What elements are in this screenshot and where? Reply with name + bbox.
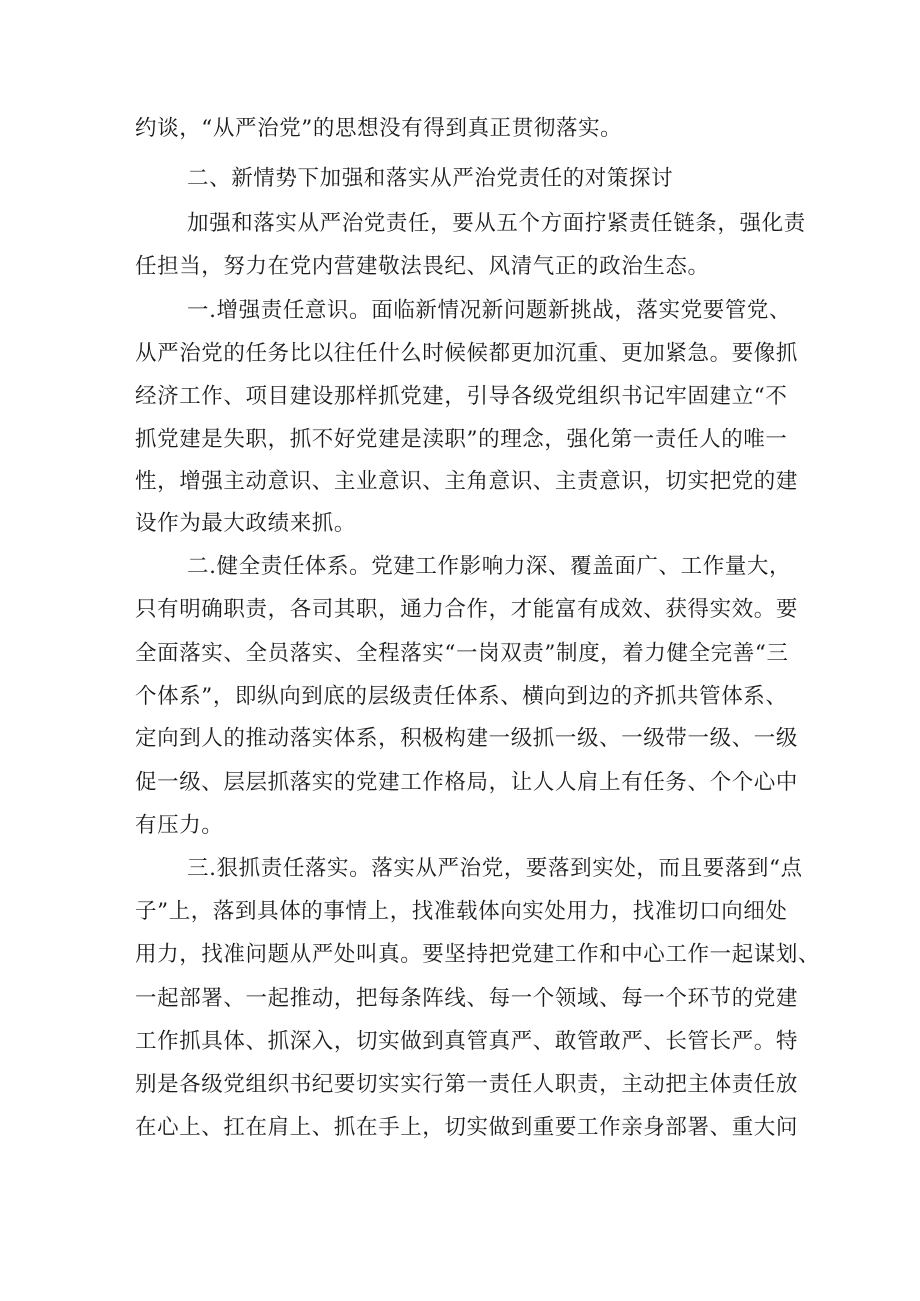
text-line: 别是各级党组织书纪要切实实行第一责任人职责，主动把主体责任放	[135, 1072, 799, 1097]
text-line: 在心上、扛在肩上、抓在手上，切实做到重要工作亲身部署、重大问	[135, 1115, 799, 1140]
text-line: 任担当，努力在党内营建敬法畏纪、风清气正的政治生态。	[135, 254, 710, 279]
text-line: 抓党建是失职，抓不好党建是渎职”的理念，强化第一责任人的唯一	[135, 427, 788, 452]
text-line: 一.增强责任意识。面临新情况新问题新挑战，落实党要管党、	[187, 298, 792, 323]
section-heading: 二、新情势下加强和落实从严治党责任的对策探讨	[187, 166, 674, 191]
text-line: 性，增强主动意识、主业意识、主角意识、主责意识，切实把党的建	[135, 469, 799, 494]
text-line: 子”上，落到具体的事情上，找准载体向实处用力，找准切口向细处	[135, 899, 788, 924]
text-line: 约谈，“从严治党”的思想没有得到真正贯彻落实。	[135, 116, 623, 141]
text-line: 经济工作、项目建设那样抓党建，引导各级党组织书记牢固建立“不	[135, 384, 788, 409]
text-line: 加强和落实从严治党责任，要从五个方面拧紧责任链条，强化责	[187, 211, 806, 236]
text-line: 从严治党的任务比以往任什么时候候都更加沉重、更加紧急。要像抓	[135, 341, 799, 366]
text-line: 一起部署、一起推动，把每条阵线、每一个领域、每一个环节的党建	[135, 986, 799, 1011]
text-line: 只有明确职责，各司其职，通力合作，才能富有成效、获得实效。要	[135, 597, 799, 622]
text-line: 三.狠抓责任落实。落实从严治党，要落到实处，而且要落到“点	[187, 856, 803, 881]
text-line: 设作为最大政绩来抓。	[135, 511, 357, 536]
text-line: 工作抓具体、抓深入，切实做到真管真严、敢管敢严、长管长严。特	[135, 1029, 799, 1054]
text-line: 二.健全责任体系。党建工作影响力深、覆盖面广、工作量大，	[187, 554, 792, 579]
text-line: 用力，找准问题从严处叫真。要坚持把党建工作和中心工作一起谋划、	[135, 942, 821, 967]
text-line: 定向到人的推动落实体系，积极构建一级抓一级、一级带一级、一级	[135, 726, 799, 751]
text-line: 有压力。	[135, 813, 224, 838]
text-line: 个体系”，即纵向到底的层级责任体系、横向到边的齐抓共管体系、	[135, 684, 788, 709]
text-line: 全面落实、全员落实、全程落实“一岗双责”制度，着力健全完善“三	[135, 641, 789, 666]
text-line: 促一级、层层抓落实的党建工作格局，让人人肩上有任务、个个心中	[135, 770, 799, 795]
